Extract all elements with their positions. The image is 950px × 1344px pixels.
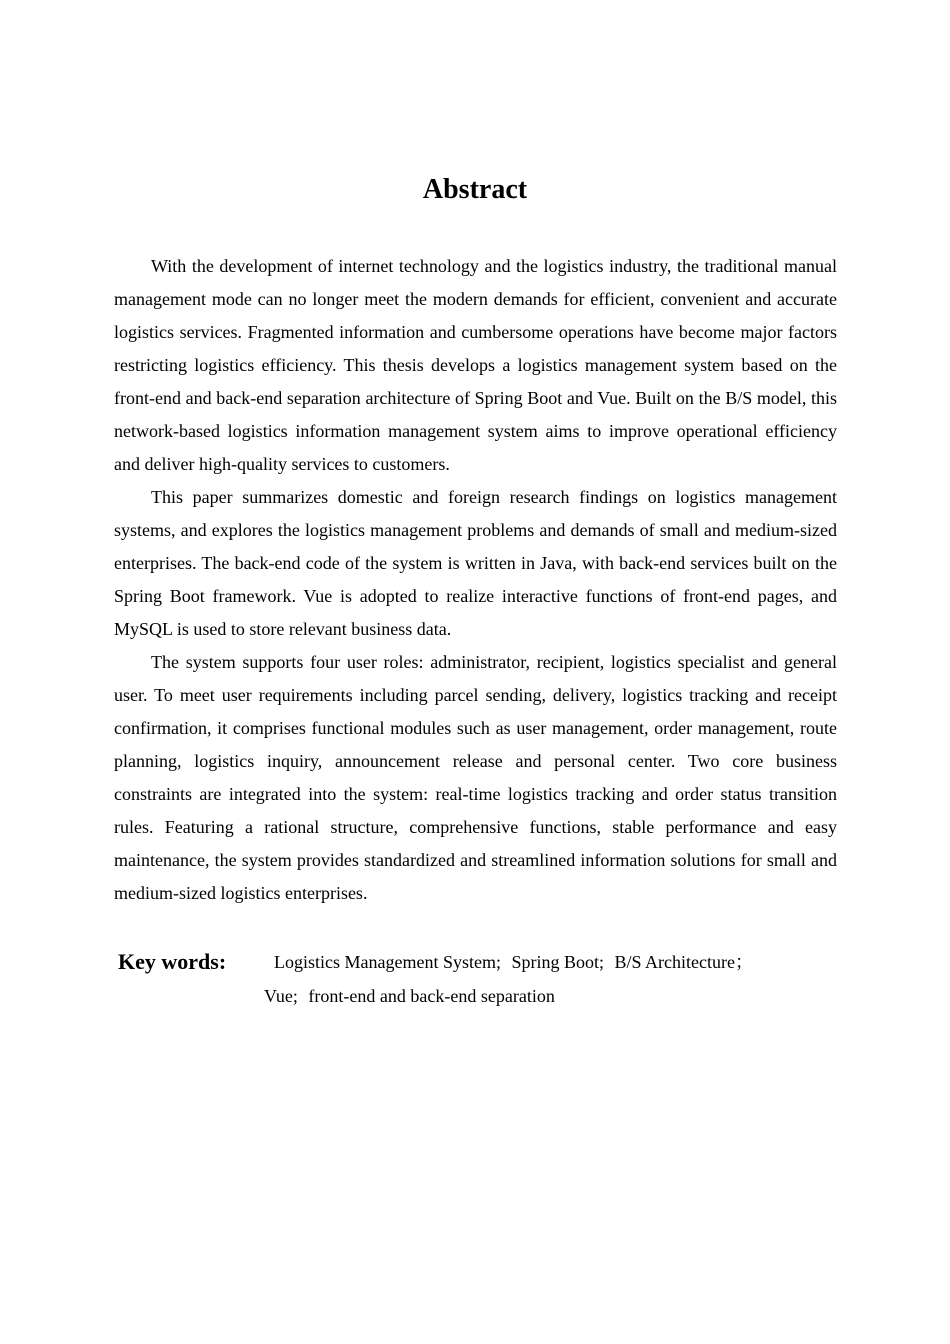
abstract-title: Abstract	[422, 174, 528, 205]
abstract-body	[114, 250, 837, 910]
keyword-item: front-end and back-end separation	[308, 986, 555, 1006]
abstract-paragraph-1: With the development of internet technology and the logistics industry, the traditional manual management mode can no longer meet the modern demands for efficient, convenient and accurate logistics services. Fragmented information and cumbersome operations have become major factors restricting logistics efficiency. This thesis develops a logistics management system based on the front-end and back-end separation architecture of Spring Boot and Vue. Built on the B/S model, this network-based logistics information management system aims to improve operational efficiency and deliver high-quality services to customers.	[114, 256, 837, 474]
keyword-item: Logistics Management System;	[274, 952, 501, 972]
abstract-paragraph-3: The system supports four user roles: administrator, recipient, logistics specialist and general user. To meet user requirements including parcel sending, delivery, logistics tracking and receipt confirmation, it comprises functional modules such as user management, order management, route planning, logistics inquiry, announcement release and personal center. Two core business constraints are integrated into the system: real-time logistics tracking and order status transition rules. Featuring a rational structure, comprehensive functions, stable performance and easy maintenance, the system provides standardized and streamlined information solutions for small and medium-sized logistics enterprises.	[114, 652, 837, 903]
keywords-line-2	[264, 979, 555, 1013]
keyword-item: Spring Boot;	[511, 952, 604, 972]
keyword-item: Vue;	[264, 986, 298, 1006]
abstract-paragraph-2: This paper summarizes domestic and foreign research findings on logistics management systems, and explores the logistics management problems and demands of small and medium-sized enterprises. The back-end code of the system is written in Java, with back-end services built on the Spring Boot framework. Vue is adopted to realize interactive functions of front-end pages, and MySQL is used to store relevant business data.	[114, 487, 837, 639]
keywords-label: Key words:	[118, 949, 227, 974]
keyword-item: B/S Architecture；	[614, 952, 753, 972]
keywords-line-1	[274, 945, 753, 979]
